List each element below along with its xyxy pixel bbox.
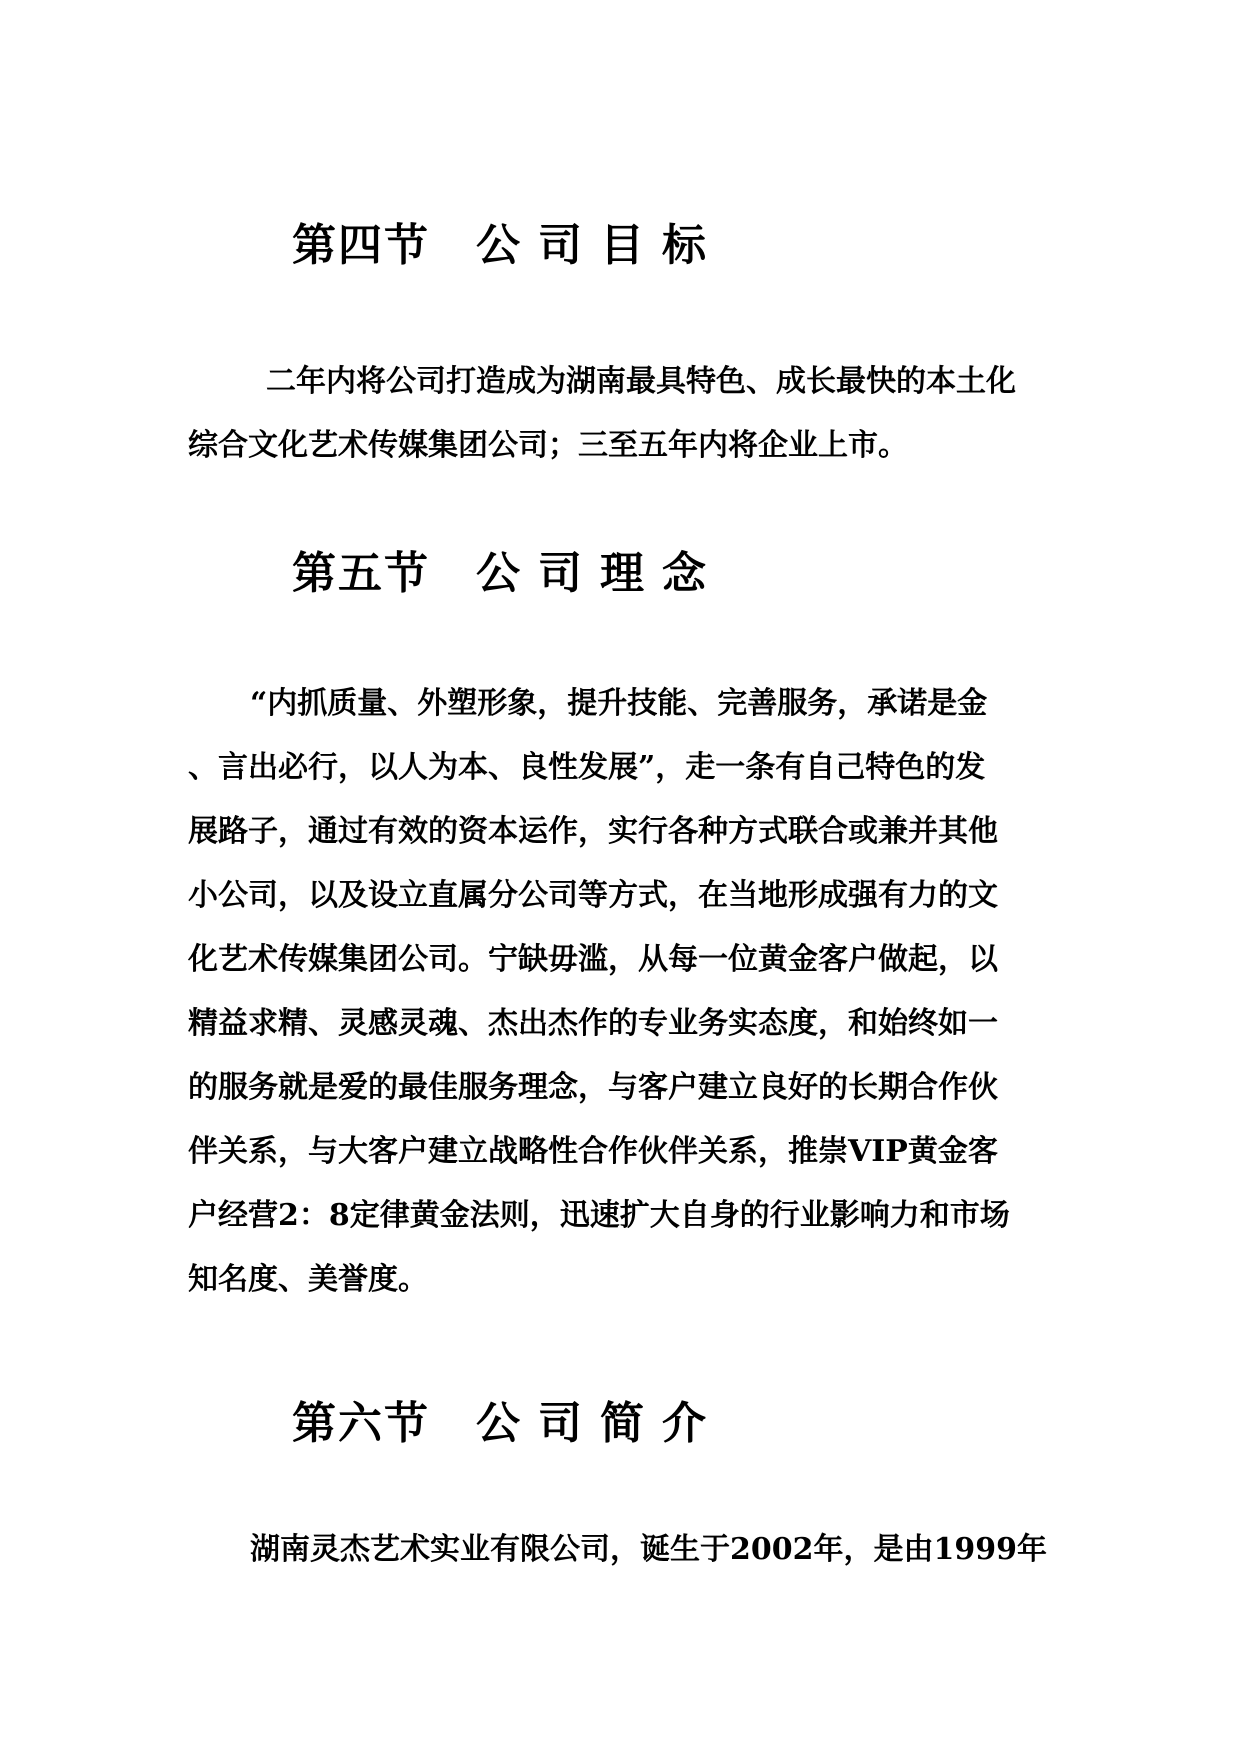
- paragraph-line: 知名度、美誉度。: [188, 1262, 428, 1297]
- paragraph-line: 小公司，以及设立直属分公司等方式，在当地形成强有力的文: [188, 878, 998, 913]
- section-heading-4: [292, 216, 724, 276]
- paragraph-line: 湖南灵杰艺术实业有限公司，诞生于2002年，是由1999年: [250, 1532, 1047, 1567]
- paragraph-line: 精益求精、灵感灵魂、杰出杰作的专业务实态度，和始终如一: [188, 1006, 998, 1041]
- section-title: 公司理念: [476, 548, 724, 599]
- section-title: 公司简介: [476, 1398, 724, 1449]
- paragraph-line: “内抓质量、外塑形象，提升技能、完善服务，承诺是金: [250, 686, 988, 721]
- section-number: 第五节: [292, 548, 430, 599]
- paragraph-line: 展路子，通过有效的资本运作，实行各种方式联合或兼并其他: [188, 814, 998, 849]
- paragraph-line: 化艺术传媒集团公司。宁缺毋滥，从每一位黄金客户做起，以: [188, 942, 998, 977]
- paragraph-line: 综合文化艺术传媒集团公司；三至五年内将企业上市。: [188, 428, 908, 463]
- section-paragraph-5: [188, 672, 1068, 1312]
- section-number: 第六节: [292, 1398, 430, 1449]
- section-heading-5: [292, 544, 724, 604]
- paragraph-line: 伴关系，与大客户建立战略性合作伙伴关系，推崇VIP黄金客: [188, 1134, 998, 1169]
- section-number: 第四节: [292, 220, 430, 271]
- paragraph-line: 户经营2：8定律黄金法则，迅速扩大自身的行业影响力和市场: [188, 1198, 1010, 1233]
- section-paragraph-6: [188, 1518, 1068, 1582]
- section-title: 公司目标: [476, 220, 724, 271]
- paragraph-line: 二年内将公司打造成为湖南最具特色、成长最快的本土化: [266, 364, 1016, 399]
- section-paragraph-4: [188, 350, 1068, 478]
- paragraph-line: 、言出必行，以人为本、良性发展”，走一条有自己特色的发: [188, 750, 986, 785]
- section-heading-6: [292, 1394, 724, 1454]
- paragraph-line: 的服务就是爱的最佳服务理念，与客户建立良好的长期合作伙: [188, 1070, 998, 1105]
